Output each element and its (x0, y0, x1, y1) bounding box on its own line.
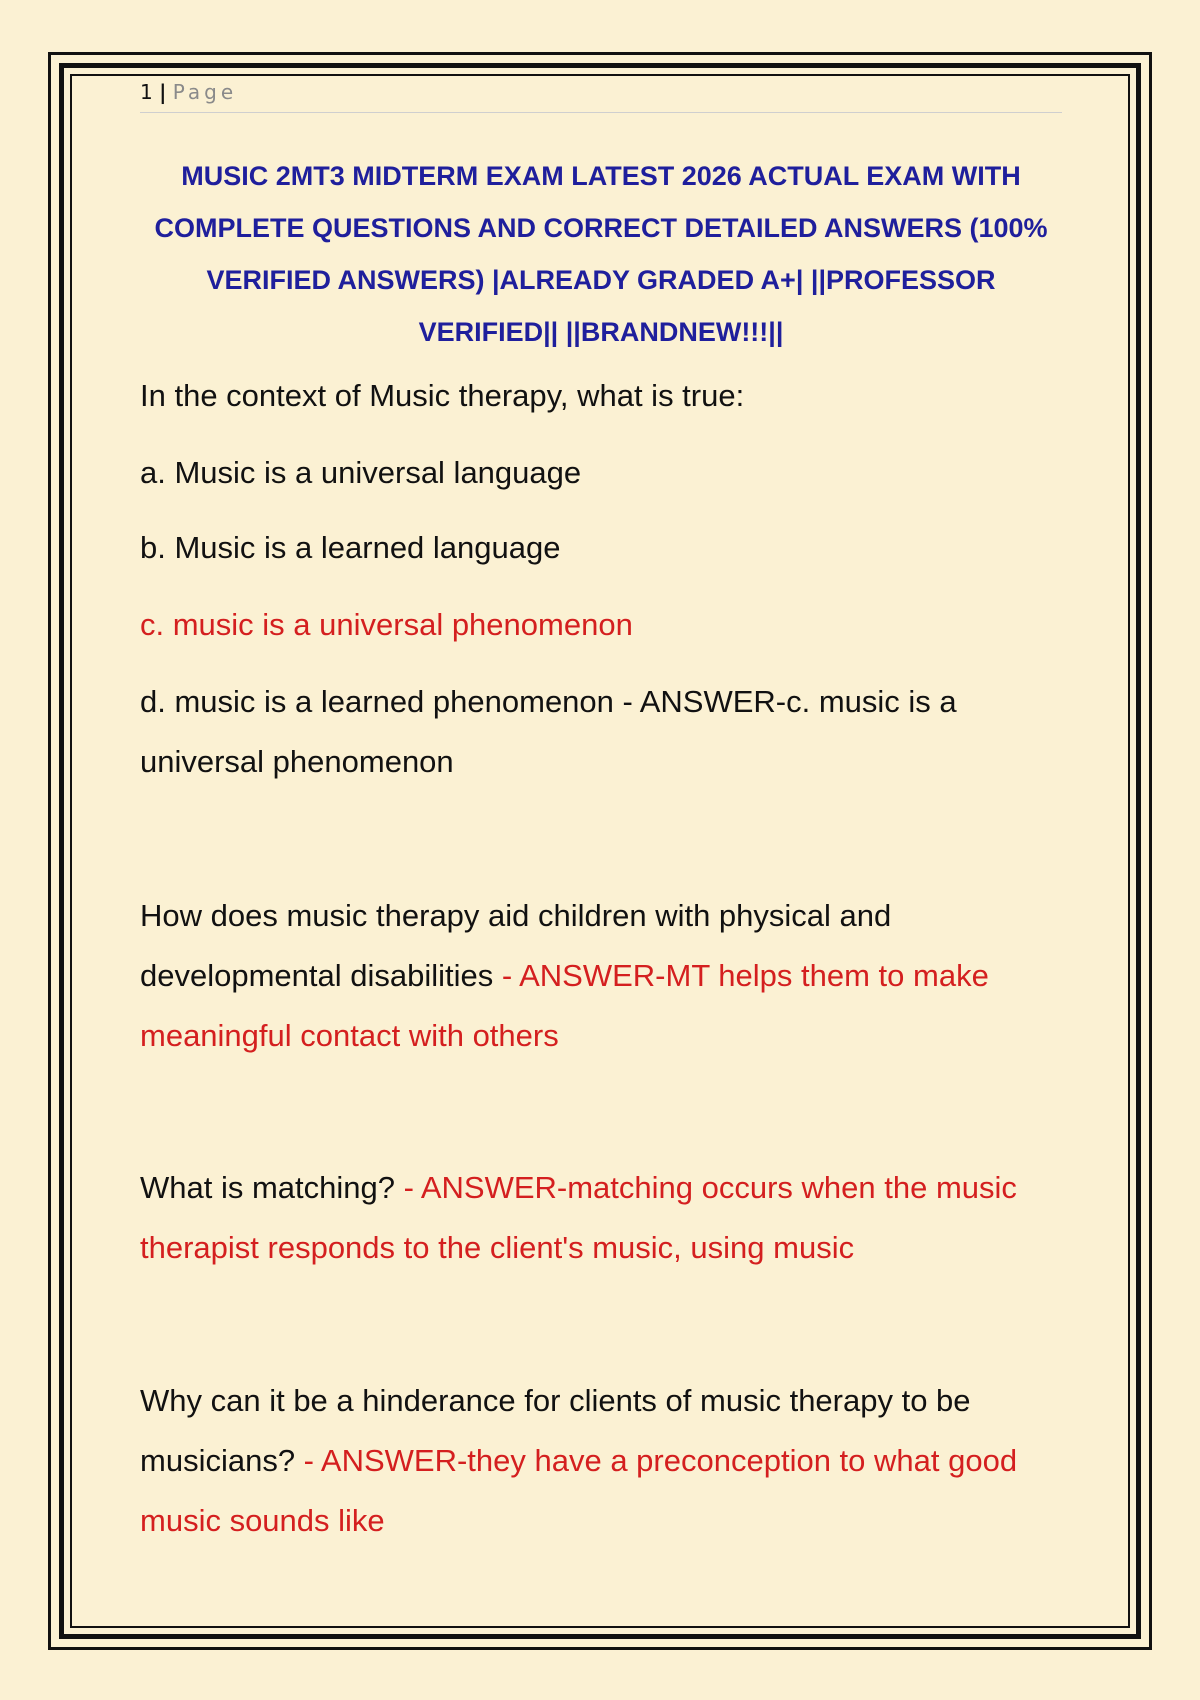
page-label: Page (172, 80, 238, 104)
question-4-text: Why can it be a hinderance for clients of music therapy to be musicians? (140, 1383, 971, 1478)
document-title: MUSIC 2MT3 MIDTERM EXAM LATEST 2026 ACTUAL EXAM WITH COMPLETE QUESTIONS AND CORRECT DETAILED ANSWERS (100% VERIFIED ANSWERS) |ALREADY GRADED A+| ||PROFESSOR VERIFIED|| ||BRANDNEW!!!|| (154, 161, 1048, 347)
answer-3: - ANSWER-matching occurs when the music therapist responds to the client's music, using music (140, 1170, 1017, 1265)
option-d-with-answer: d. music is a learned phenomenon - ANSWER-c. music is a universal phenomenon (140, 684, 957, 779)
page-header (140, 80, 1062, 113)
question-3 (140, 1158, 1062, 1278)
answer-2: - ANSWER-MT helps them to make meaningful contact with others (140, 958, 989, 1053)
question-2-text: How does music therapy aid children with physical and developmental disabilities (140, 898, 892, 993)
question-3-text: What is matching? (140, 1170, 395, 1205)
option-b: b. Music is a learned language (140, 530, 561, 565)
option-a: a. Music is a universal language (140, 455, 582, 490)
option-c-correct: c. music is a universal phenomenon (140, 607, 633, 642)
question-1: In the context of Music therapy, what is true: (140, 378, 745, 413)
page-number: 1 (140, 80, 153, 104)
answer-4: - ANSWER-they have a preconception to what good music sounds like (140, 1443, 1018, 1538)
page-separator: | (159, 80, 167, 104)
question-2 (140, 886, 1062, 1066)
question-4 (140, 1371, 1062, 1551)
